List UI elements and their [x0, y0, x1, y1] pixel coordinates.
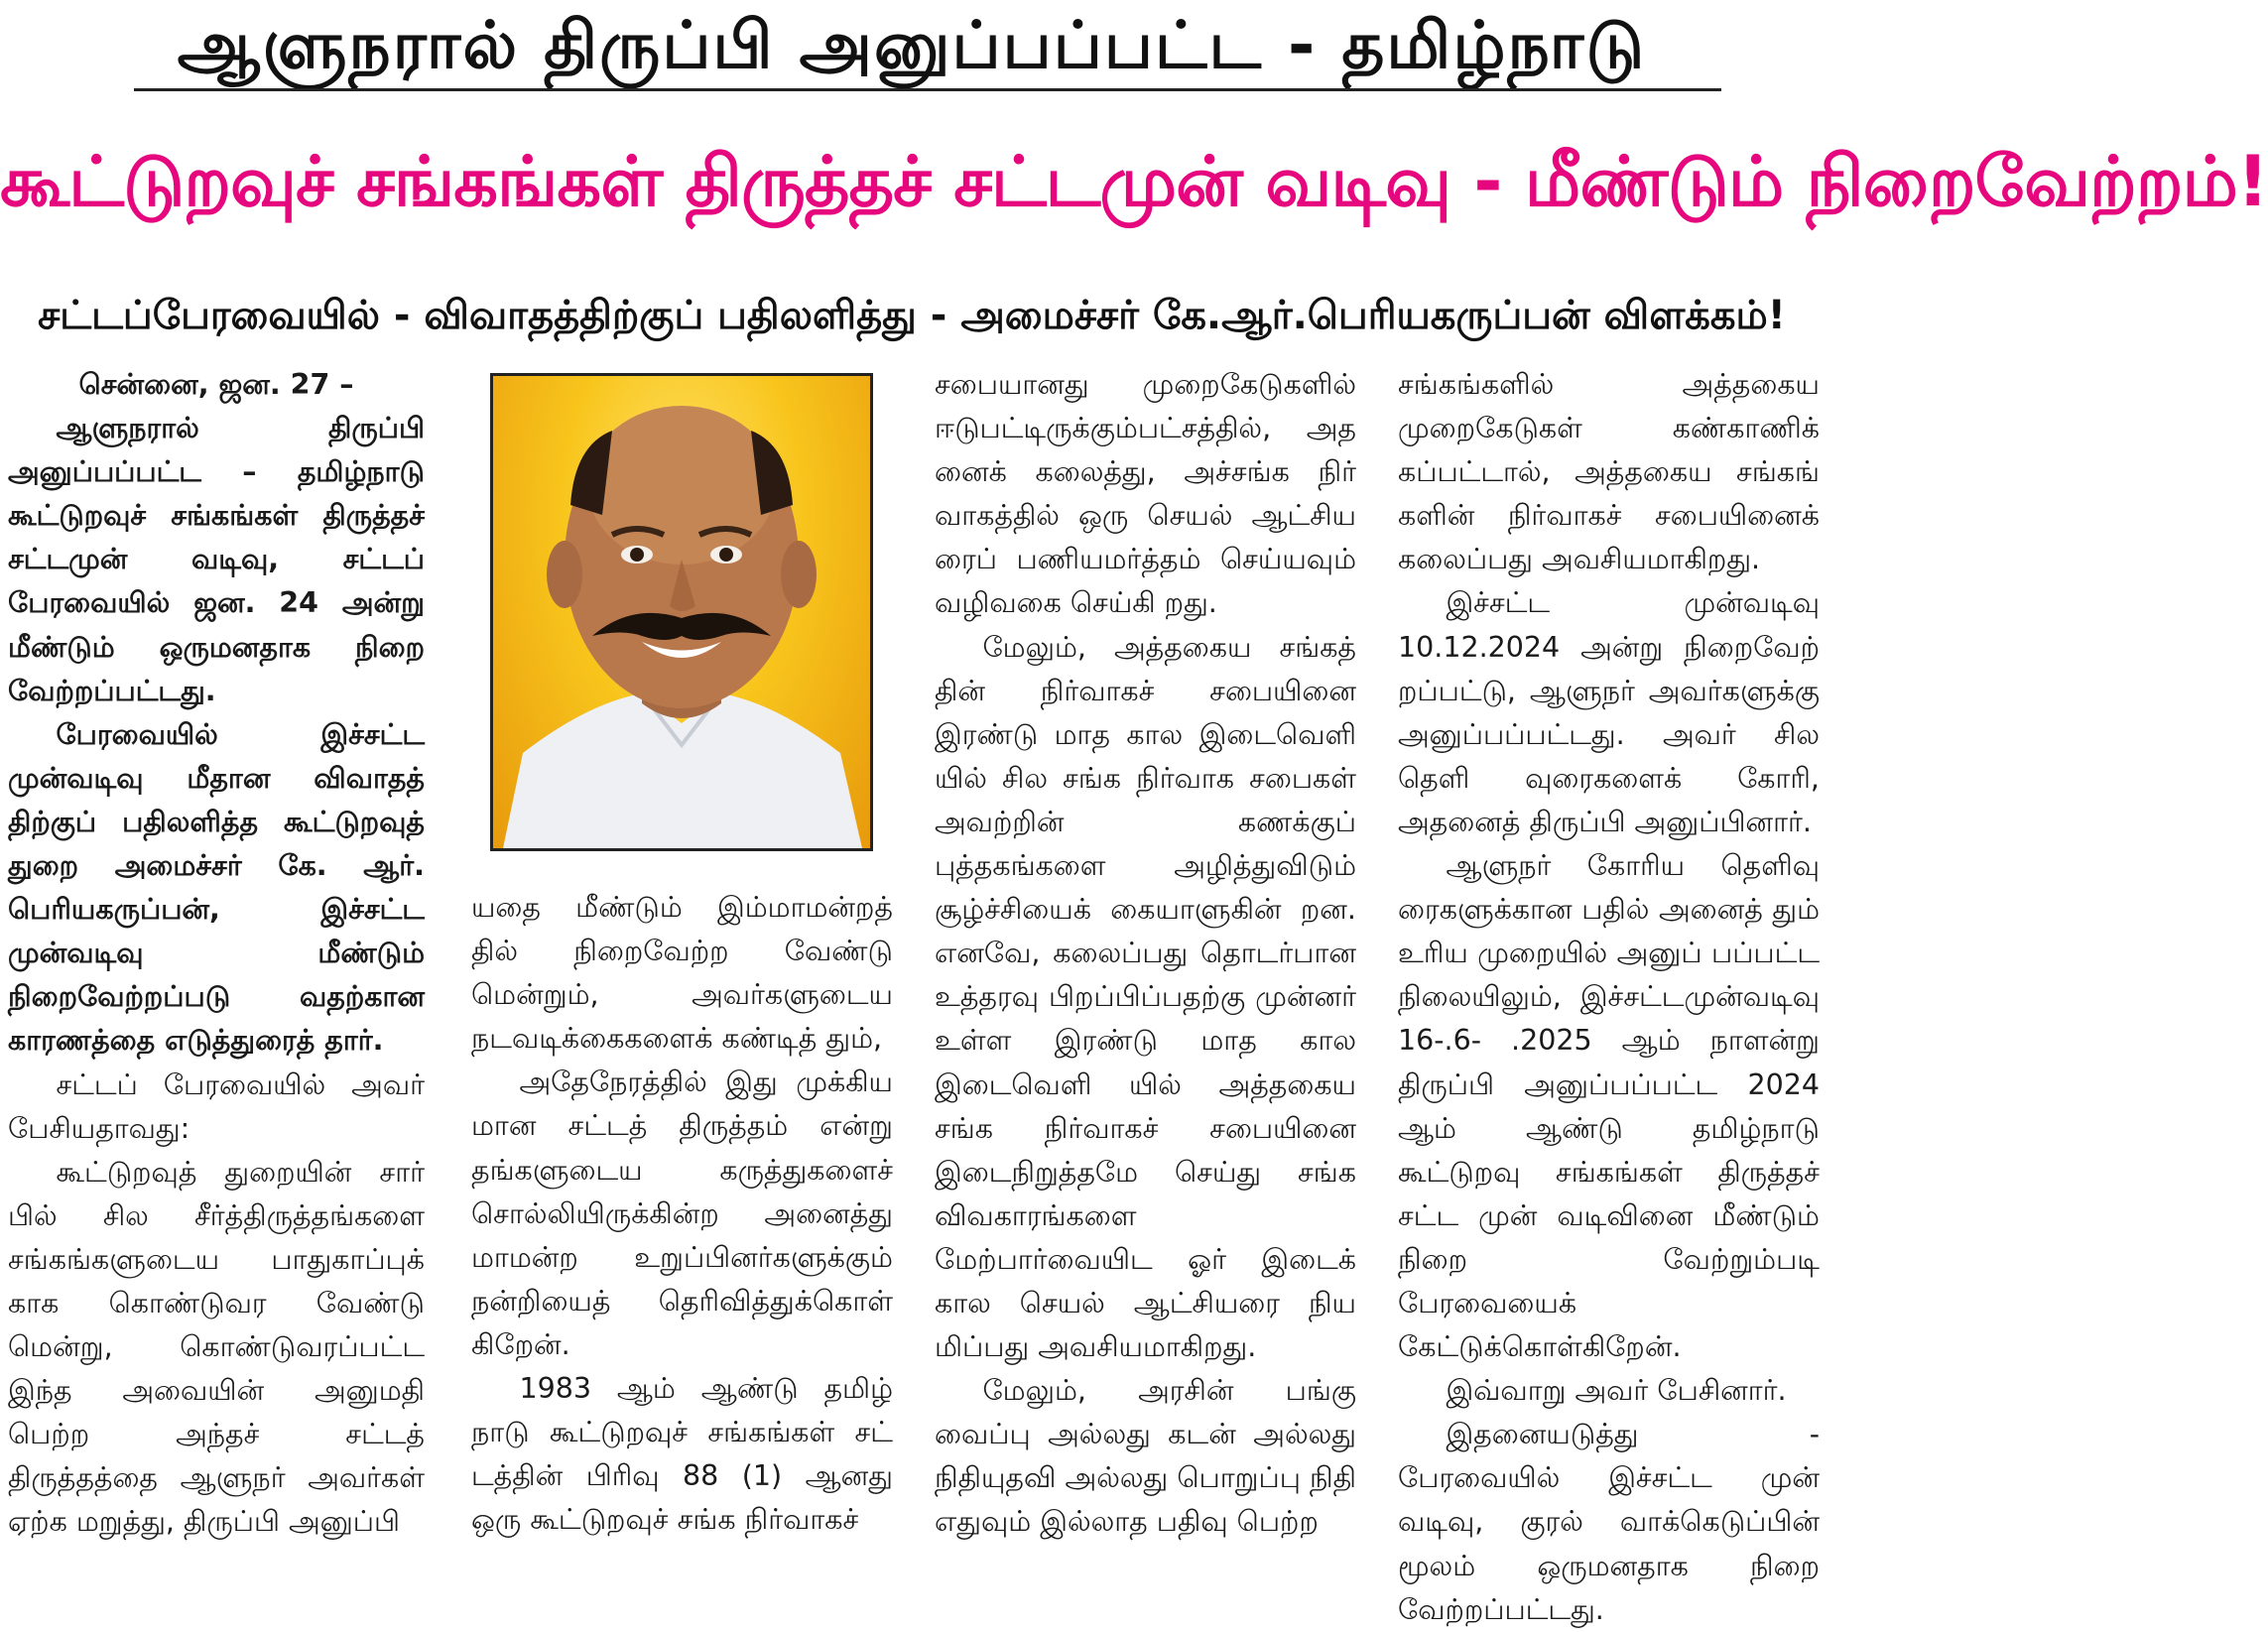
paragraph: இவ்வாறு அவர் பேசினார்.: [1446, 1374, 1787, 1408]
paragraph: 1983 ஆம் ஆண்டு தமிழ் நாடு கூட்டுறவுச் சங்கங்கள் சட் டத்தின் பிரிவு 88 (1) ஆனது ஒரு கூட்டுறவுச் சங்க நிர்வாகச்: [471, 1372, 893, 1537]
minister-portrait-photo: [490, 373, 873, 851]
paragraph: அதேநேரத்தில் இது முக்கிய மான சட்டத் திருத்தம் என்று தங்களுடைய கருத்துகளைச் சொல்லியிருக்கின்ற அனைத்து மாமன்ற உறுப்பினர்களுக்கும் நன்றியைத் தெரிவித்துக்கொள் கிறேன்.: [471, 1066, 893, 1361]
column-1: [8, 363, 425, 1593]
portrait-illustration: [493, 376, 870, 848]
paragraph: மேலும், அத்தகைய சங்கத் தின் நிர்வாகச் சபையினை இரண்டு மாத கால இடைவெளி யில் சில சங்க நிர்வாக சபைகள் அவற்றின் கணக்குப் புத்தகங்களை அழித்துவிடும் சூழ்ச்சியைக் கையாளுகின் றன. எனவே, கலைப்பது தொடர்பான உத்தரவு பிறப்பிப்பதற்கு முன்னர் உள்ள இரண்டு மாத கால இடைவெளி யில் அத்தகைய சங்க நிர்வாகச் சபையினை இடைநிறுத்தமே செய்து சங்க விவகாரங்களை மேற்பார்வையிட ஓர் இடைக் கால செயல் ஆட்சியரை நிய மிப்பது அவசியமாகிறது.: [935, 630, 1356, 1364]
paragraph: இச்சட்ட முன்வடிவு 10.12.2024 அன்று நிறைவேற் றப்பட்டு, ஆளுநர் அவர்களுக்கு அனுப்பப்பட்டது. அவர் சில தெளி வுரைகளைக் கோரி, அதனைத் திருப்பி அனுப்பினார்.: [1398, 586, 1820, 838]
paragraph: சட்டப் பேரவையில் அவர் பேசியதாவது:: [8, 1067, 425, 1145]
paragraph: சபையானது முறைகேடுகளில் ஈடுபட்டிருக்கும்பட்சத்தில், அத னைக் கலைத்து, அச்சங்க நிர் வாகத்தில் ஒரு செயல் ஆட்சிய ரைப் பணியமர்த்தம் செய்யவும் வழிவகை செய்கி றது.: [935, 368, 1356, 620]
kicker-headline: ஆளுநரால் திருப்பி அனுப்பப்பட்ட - தமிழ்நாடு: [177, 7, 1647, 83]
paragraph: யதை மீண்டும் இம்மாமன்றத் தில் நிறைவேற்ற வேண்டு மென்றும், அவர்களுடைய நடவடிக்கைகளைக் கண்டித் தும்,: [471, 891, 893, 1056]
paragraph: கூட்டுறவுத் துறையின் சார் பில் சில சீர்த்திருத்தங்களை சங்கங்களுடைய பாதுகாப்புக் காக கொண்டுவர வேண்டு மென்று, கொண்டுவரப்பட்ட இந்த அவையின் அனுமதி பெற்ற அந்தச் சட்டத் திருத்தத்தை ஆளுநர் அவர்கள் ஏற்க மறுத்து, திருப்பி அனுப்பி: [8, 1155, 425, 1539]
paragraph: மேலும், அரசின் பங்கு வைப்பு அல்லது கடன் அல்லது நிதியுதவி அல்லது பொறுப்பு நிதி எதுவும் இல்லாத பதிவு பெற்ற: [935, 1374, 1356, 1539]
kicker-underline: [134, 88, 1721, 91]
dateline: சென்னை, ஜன. 27 –: [78, 368, 354, 401]
paragraph: சங்கங்களில் அத்தகைய முறைகேடுகள் கண்காணிக் கப்பட்டால், அத்தகைய சங்கங் களின் நிர்வாகச் சபையினைக் கலைப்பது அவசியமாகிறது.: [1398, 368, 1820, 576]
main-headline: கூட்டுறவுச் சங்கங்கள் திருத்தச் சட்டமுன் வடிவு - மீண்டும் நிறைவேற்றம்!: [0, 141, 2268, 222]
sub-headline: சட்டப்பேரவையில் - விவாதத்திற்குப் பதிலளித்து - அமைச்சர் கே.ஆர்.பெரியகருப்பன் விளக்கம்!: [38, 293, 1786, 338]
paragraph: ஆளுநரால் திருப்பி அனுப்பப்பட்ட – தமிழ்நாடு கூட்டுறவுச் சங்கங்கள் திருத்தச் சட்டமுன் வடிவு, சட்டப் பேரவையில் ஜன. 24 அன்று மீண்டும் ஒருமனதாக நிறை வேற்றப்பட்டது.: [8, 412, 425, 707]
paragraph: பேரவையில் இச்சட்ட முன்வடிவு மீதான விவாதத் திற்குப் பதிலளித்த கூட்டுறவுத் துறை அமைச்சர் கே. ஆர். பெரியகருப்பன், இச்சட்ட முன்வடிவு மீண்டும் நிறைவேற்றப்படு வதற்கான காரணத்தை எடுத்துரைத் தார்.: [8, 717, 425, 1058]
column-2: [471, 886, 893, 1593]
column-4: [1398, 363, 1820, 1626]
paragraph: இதனையடுத்து - பேரவையில் இச்சட்ட முன் வடிவு, குரல் வாக்கெடுப்பின் மூலம் ஒருமனதாக நிறை வேற்றப்பட்டது.: [1398, 1418, 1820, 1626]
paragraph: ஆளுநர் கோரிய தெளிவு ரைகளுக்கான பதில் அனைத் தும் உரிய முறையில் அனுப் பப்பட்ட நிலையிலும், இச்சட்டமுன்வடிவு 16-.6- .2025 ஆம் நாளன்று திருப்பி அனுப்பப்பட்ட 2024 ஆம் ஆண்டு தமிழ்நாடு கூட்டுறவு சங்கங்கள் திருத்தச் சட்ட முன் வடிவினை மீண்டும் நிறை வேற்றும்படி பேரவையைக் கேட்டுக்கொள்கிறேன்.: [1398, 849, 1820, 1364]
column-3: [935, 363, 1356, 1593]
